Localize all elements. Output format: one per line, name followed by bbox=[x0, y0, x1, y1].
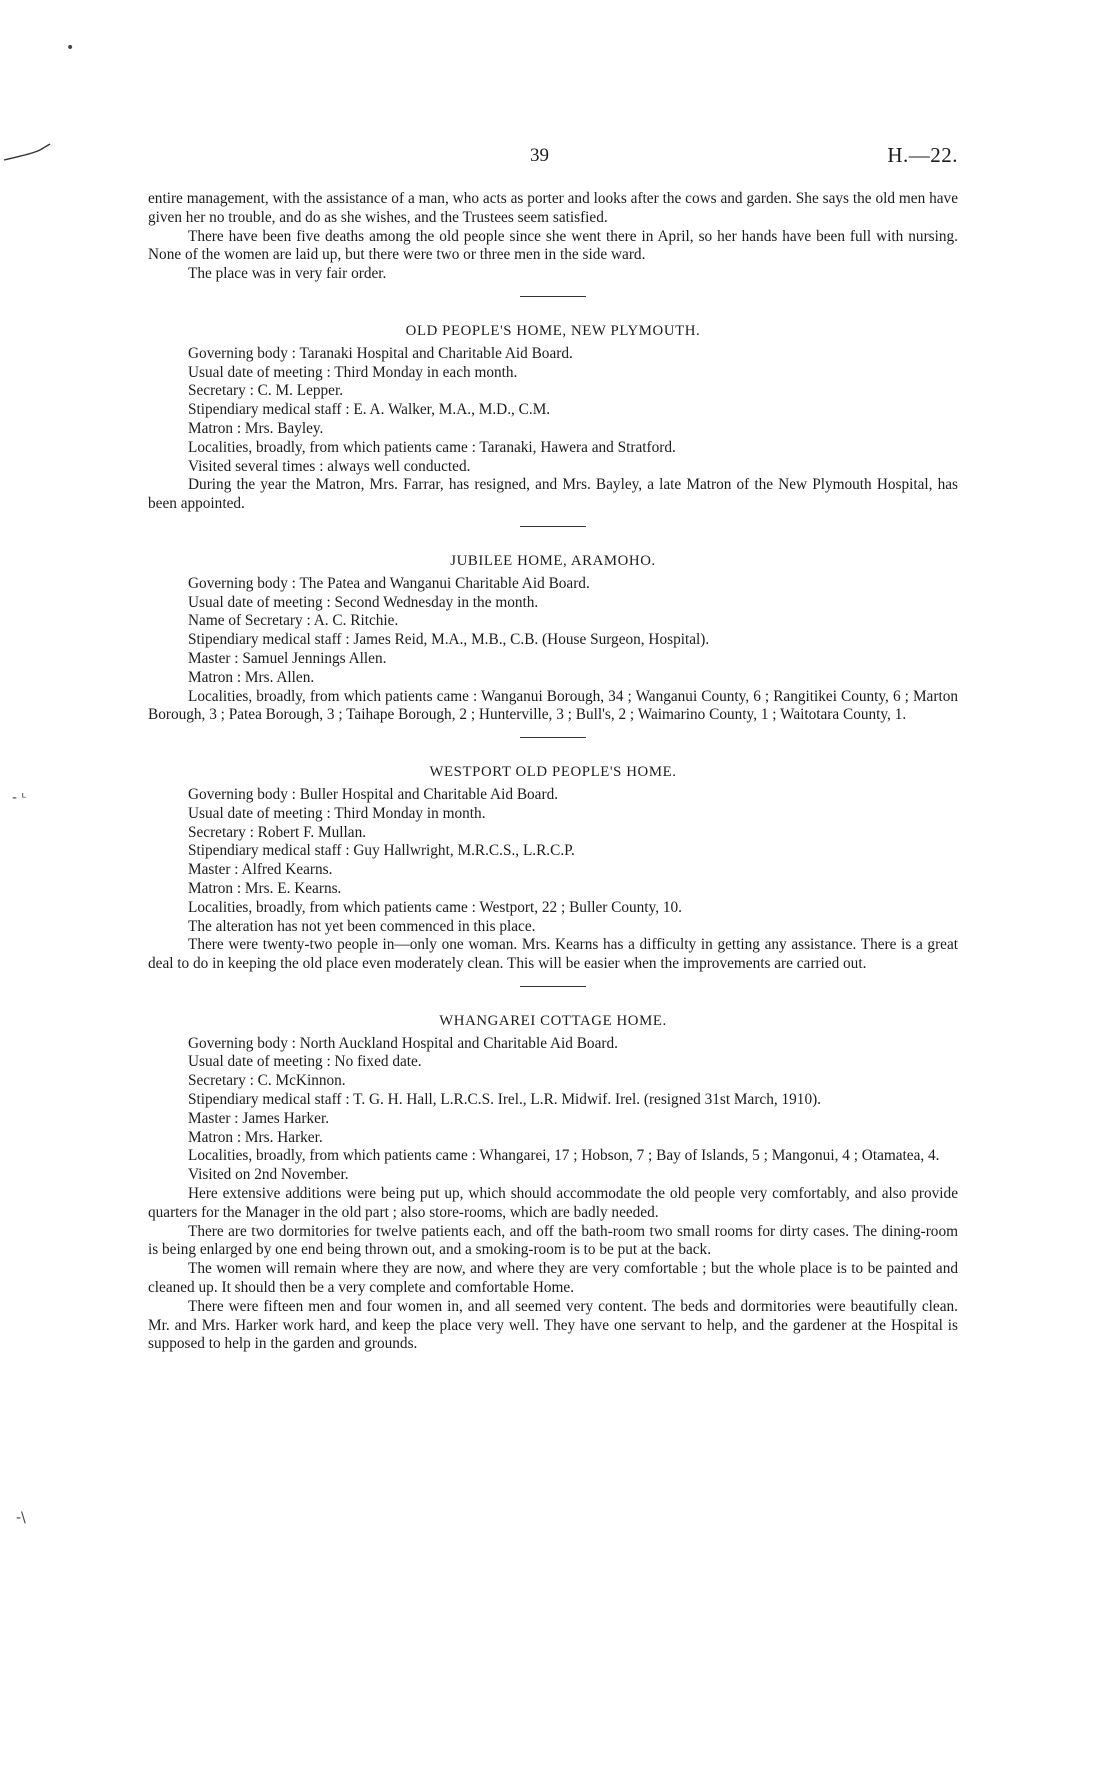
field-line: Name of Secretary : A. C. Ritchie. bbox=[188, 612, 399, 630]
field-line: Master : Samuel Jennings Allen. bbox=[188, 649, 387, 667]
body-paragraph: There were twenty-two people in—only one woman. Mrs. Kearns has a difficulty in getting any assistance. There is a great deal to do in keeping the old place even moderately clean. This will be easier when the improvements are carried out. bbox=[148, 936, 958, 973]
field-line: Stipendiary medical staff : Guy Hallwright, M.R.C.S., L.R.C.P. bbox=[188, 842, 575, 860]
body-paragraph: During the year the Matron, Mrs. Farrar, has resigned, and Mrs. Bayley, a late Matron of the New Plymouth Hospital, has been appointed. bbox=[148, 476, 958, 513]
section-divider bbox=[520, 296, 586, 297]
body-paragraph: Stipendiary medical staff : T. G. H. Hall, L.R.C.S. Irel., L.R. Midwif. Irel. (resigned 31st March, 1910). bbox=[188, 1091, 822, 1109]
field-line: Matron : Mrs. E. Kearns. bbox=[188, 879, 342, 897]
body-paragraph: Localities, broadly, from which patients came : Wanganui Borough, 34 ; Wanganui County, 6 ; Rangitikei County, 6 ; Marton Borough, 3 ; Patea Borough, 3 ; Taihape Borough, 2 ; Hunterville, 3 ; Bull's, 2 ; Waimarino County, 1 ; Waitotara County, 1. bbox=[148, 687, 958, 724]
section-new-plymouth bbox=[148, 322, 958, 514]
body-paragraph: The place was in very fair order. bbox=[188, 265, 387, 283]
body-paragraph: Here extensive additions were being put up, which should accommodate the old people very comfortably, and also provide quarters for the Manager in the old part ; also store-rooms, which are badly needed. bbox=[148, 1185, 958, 1221]
field-line: Visited several times : always well conducted. bbox=[188, 457, 471, 475]
body-paragraph: Localities, broadly, from which patients came : Whangarei, 17 ; Hobson, 7 ; Bay of Islands, 5 ; Mangonui, 4 ; Otamatea, 4. bbox=[188, 1147, 940, 1165]
field-line: Stipendiary medical staff : E. A. Walker, M.A., M.D., C.M. bbox=[188, 401, 551, 419]
field-line: Secretary : Robert F. Mullan. bbox=[188, 823, 367, 841]
body-paragraph: There have been five deaths among the old people since she went there in April, so her hands have been full with nursing. None of the women are laid up, but there were two or three men in the side ward. bbox=[148, 227, 958, 264]
field-line: Governing body : The Patea and Wanganui Charitable Aid Board. bbox=[188, 574, 590, 592]
section-divider bbox=[520, 526, 586, 527]
section-jubilee-home bbox=[148, 552, 958, 725]
document-reference: H.—22. bbox=[887, 143, 958, 167]
field-line: Matron : Mrs. Bayley. bbox=[188, 419, 324, 437]
margin-pencil-mark: -\ bbox=[16, 1510, 26, 1526]
section-heading: WESTPORT OLD PEOPLE'S HOME. bbox=[429, 764, 677, 781]
field-line: Secretary : C. McKinnon. bbox=[188, 1072, 346, 1090]
field-line: Usual date of meeting : Third Monday in each month. bbox=[188, 363, 518, 381]
field-line: Usual date of meeting : Third Monday in month. bbox=[188, 804, 486, 822]
field-line: Secretary : C. M. Lepper. bbox=[188, 382, 344, 400]
body-paragraph: There are two dormitories for twelve patients each, and off the bath-room two small rooms for dirty cases. The dining-room is being enlarged by one end being thrown out, and a smoking-room is to be put at the back. bbox=[148, 1222, 958, 1259]
body-paragraph: Matron : Mrs. Harker. bbox=[188, 1128, 323, 1146]
field-line: Localities, broadly, from which patients came : Westport, 22 ; Buller County, 10. bbox=[188, 898, 682, 916]
margin-dot-mark: • bbox=[66, 40, 75, 56]
section-heading: OLD PEOPLE'S HOME, NEW PLYMOUTH. bbox=[405, 322, 701, 339]
field-line: Governing body : North Auckland Hospital and Charitable Aid Board. bbox=[188, 1034, 618, 1052]
margin-pencil-stroke bbox=[0, 138, 60, 168]
margin-pencil-mark: - ᶫ bbox=[12, 790, 27, 806]
field-line: Localities, broadly, from which patients came : Taranaki, Hawera and Stratford. bbox=[188, 438, 676, 456]
field-line: Matron : Mrs. Allen. bbox=[188, 668, 315, 686]
body-paragraph: Visited on 2nd November. bbox=[188, 1166, 349, 1184]
page-number: 39 bbox=[530, 145, 549, 166]
field-line: Governing body : Taranaki Hospital and Charitable Aid Board. bbox=[188, 344, 573, 362]
field-line: Governing body : Buller Hospital and Charitable Aid Board. bbox=[188, 785, 559, 803]
field-line: Usual date of meeting : Second Wednesday in the month. bbox=[188, 593, 539, 611]
section-heading: JUBILEE HOME, ARAMOHO. bbox=[450, 552, 656, 569]
section-whangarei bbox=[148, 1012, 958, 1354]
body-paragraph: There were fifteen men and four women in, and all seemed very content. The beds and dormitories were beautifully clean. Mr. and Mrs. Harker work hard, and keep the place very well. They have one servant to help, and the gardener at the Hospital is supposed to help in the garden and grounds. bbox=[148, 1297, 958, 1353]
intro-block bbox=[148, 190, 958, 284]
section-westport bbox=[148, 763, 958, 974]
field-line: Usual date of meeting : No fixed date. bbox=[188, 1053, 422, 1071]
field-line: Stipendiary medical staff : James Reid, M.A., M.B., C.B. (House Surgeon, Hospital). bbox=[188, 631, 710, 649]
body-paragraph: Master : James Harker. bbox=[188, 1109, 330, 1127]
field-line: Master : Alfred Kearns. bbox=[188, 861, 333, 879]
section-divider bbox=[520, 737, 586, 738]
body-paragraph: entire management, with the assistance of a man, who acts as porter and looks after the cows and garden. She says the old men have given her no trouble, and do as she wishes, and the Trustees seem satisfied. bbox=[148, 190, 958, 226]
page-body bbox=[148, 190, 958, 1354]
section-divider bbox=[520, 986, 586, 987]
section-heading: WHANGAREI COTTAGE HOME. bbox=[439, 1012, 667, 1029]
field-line: The alteration has not yet been commenced in this place. bbox=[188, 917, 536, 935]
body-paragraph: The women will remain where they are now, and where they are very comfortable ; but the whole place is to be painted and cleaned up. It should then be a very complete and comfortable Home. bbox=[148, 1260, 958, 1297]
